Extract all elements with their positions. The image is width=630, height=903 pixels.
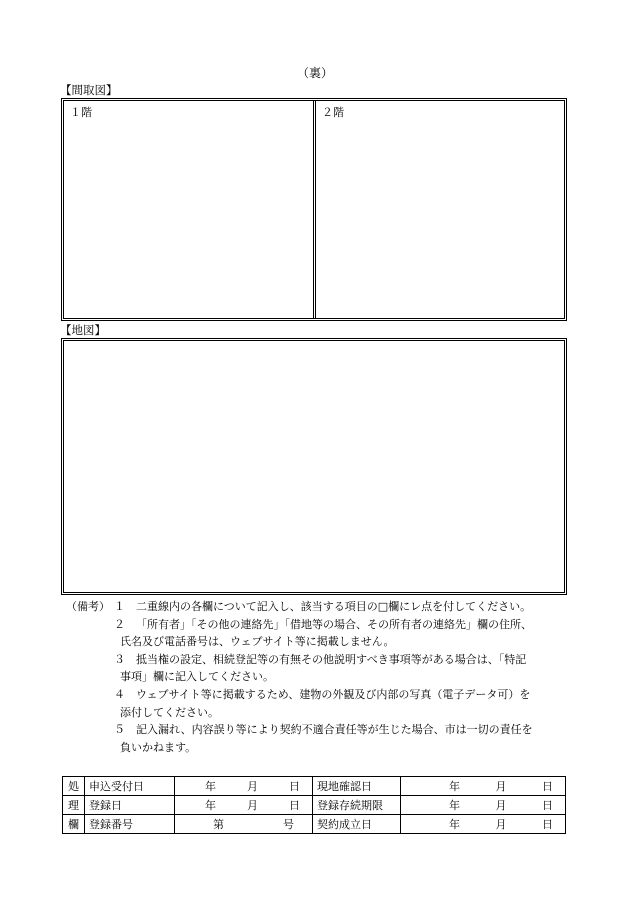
processing-side-label: 理 bbox=[63, 796, 85, 815]
note-text: 「所有者」「その他の連絡先」「借地等の場合、その所有者の連絡先」欄の住所、 bbox=[136, 617, 532, 631]
map-box bbox=[61, 338, 567, 595]
note-number: ３ bbox=[114, 652, 125, 666]
note-item-2 bbox=[66, 616, 586, 634]
date-field[interactable]: 年 月 日 bbox=[175, 777, 313, 796]
page-title: （裏） bbox=[296, 66, 333, 80]
note-text-continued: 事項」欄に記入してください。 bbox=[120, 670, 274, 684]
row-label: 現地確認日 bbox=[313, 777, 401, 796]
note-number: １ bbox=[114, 600, 125, 613]
floorplan-divider bbox=[313, 100, 316, 319]
note-number: ２ bbox=[114, 617, 125, 631]
date-field[interactable]: 年 月 日 bbox=[401, 815, 566, 834]
note-item-5 bbox=[66, 721, 586, 739]
note-text-continued: 氏名及び電話番号は、ウェブサイト等に掲載しません。 bbox=[120, 635, 395, 649]
note-text-continued: 添付してください。 bbox=[120, 705, 219, 719]
table-row bbox=[63, 796, 566, 815]
note-text: ウェブサイト等に掲載するため、建物の外観及び内部の写真（電子データ可）を bbox=[136, 687, 531, 701]
table-row bbox=[63, 815, 566, 834]
registration-number-field[interactable]: 第 号 bbox=[175, 815, 313, 834]
row-label: 登録番号 bbox=[85, 815, 175, 834]
note-number: ４ bbox=[114, 687, 125, 701]
note-item-3 bbox=[66, 651, 586, 669]
notes-heading: （備考） bbox=[66, 600, 110, 613]
note-text: 抵当権の設定、相続登記等の有無その他説明すべき事項等がある場合は、「特記 bbox=[136, 652, 527, 666]
notes-section bbox=[66, 598, 586, 756]
floorplan-label: 【間取図】 bbox=[60, 83, 118, 97]
note-text: 記入漏れ、内容誤り等により契約不適合責任等が生じた場合、市は一切の責任を bbox=[136, 723, 533, 737]
note-text-continued: 負いかねます。 bbox=[120, 740, 197, 754]
row-label: 登録日 bbox=[85, 796, 175, 815]
floor1-label: １階 bbox=[70, 106, 92, 119]
note-number: ５ bbox=[114, 723, 125, 737]
table-row bbox=[63, 777, 566, 796]
processing-table bbox=[62, 776, 566, 834]
map-label: 【地図】 bbox=[60, 323, 106, 337]
processing-side-label: 処 bbox=[63, 777, 85, 796]
row-label: 登録存続期限 bbox=[313, 796, 401, 815]
date-field[interactable]: 年 月 日 bbox=[175, 796, 313, 815]
row-label: 契約成立日 bbox=[313, 815, 401, 834]
row-label: 申込受付日 bbox=[85, 777, 175, 796]
date-field[interactable]: 年 月 日 bbox=[401, 796, 566, 815]
note-item-1 bbox=[66, 598, 586, 616]
note-item-4 bbox=[66, 686, 586, 704]
floor2-label: ２階 bbox=[322, 106, 344, 119]
processing-side-label: 欄 bbox=[63, 815, 85, 834]
date-field[interactable]: 年 月 日 bbox=[401, 777, 566, 796]
note-text: 二重線内の各欄について記入し、該当する項目の□欄にレ点を付してください。 bbox=[136, 600, 532, 613]
